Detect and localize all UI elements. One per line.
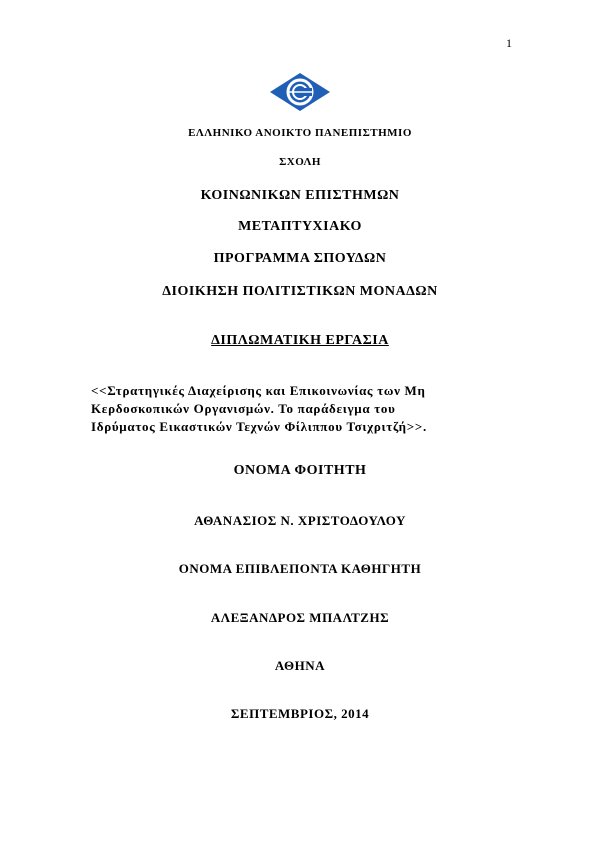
program-label: ΠΡΟΓΡΑΜΜΑ ΣΠΟΥΔΩΝ <box>213 251 387 266</box>
page-number: 1 <box>506 36 512 50</box>
university-logo-icon <box>269 72 331 112</box>
thesis-title-line: Κερδοσκοπικών Οργανισμών. Το παράδειγμα του <box>91 401 396 416</box>
thesis-title-line: <<Στρατηγικές Διαχείρισης και Επικοινωνίας των Μη <box>91 383 426 398</box>
university-name: ΕΛΛΗΝΙΚΟ ΑΝΟΙΚΤΟ ΠΑΝΕΠΙΣΤΗΜΙΟ <box>188 127 412 139</box>
thesis-title <box>91 382 511 436</box>
program-type: ΜΕΤΑΠΤΥΧΙΑΚΟ <box>238 219 362 234</box>
school-name: ΚΟΙΝΩΝΙΚΩΝ ΕΠΙΣΤΗΜΩΝ <box>200 188 400 203</box>
student-name: ΑΘΑΝΑΣΙΟΣ Ν. ΧΡΙΣΤΟΔΟΥΛΟΥ <box>194 513 406 528</box>
school-label: ΣΧΟΛΗ <box>279 156 321 168</box>
student-label: ΟΝΟΜΑ ΦΟΙΤΗΤΗ <box>233 463 367 478</box>
program-name: ΔΙΟΙΚΗΣΗ ΠΟΛΙΤΙΣΤΙΚΩΝ ΜΟΝΑΔΩΝ <box>162 284 438 299</box>
date: ΣΕΠΤΕΜΒΡΙΟΣ, 2014 <box>230 706 370 721</box>
supervisor-name: ΑΛΕΞΑΝΔΡΟΣ ΜΠΑΛΤΖΗΣ <box>210 610 390 625</box>
thesis-title-line: Ιδρύματος Εικαστικών Τεχνών Φίλιππου Τσιχριτζή>>. <box>91 419 427 434</box>
city: ΑΘΗΝΑ <box>274 658 326 673</box>
document-type: ΔΙΠΛΩΜΑΤΙΚΗ ΕΡΓΑΣΙΑ <box>211 333 389 348</box>
supervisor-label: ΟΝΟΜΑ ΕΠΙΒΛΕΠΟΝΤΑ ΚΑΘΗΓΗΤΗ <box>178 561 422 576</box>
